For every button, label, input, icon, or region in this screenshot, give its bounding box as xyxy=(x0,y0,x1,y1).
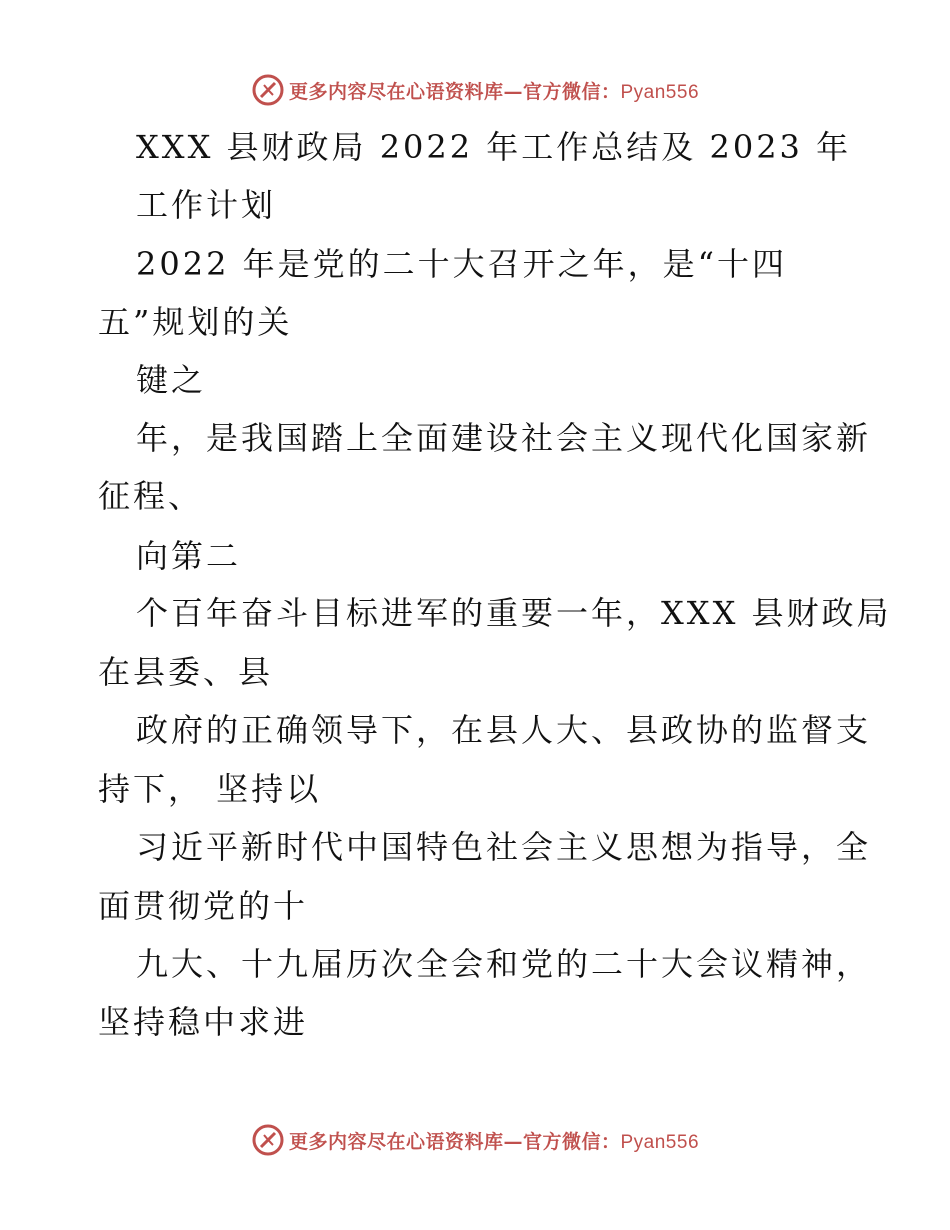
header-watermark xyxy=(0,70,950,110)
doc-text-line: 2022 年是党的二十大召开之年，是“十四 xyxy=(136,245,787,283)
logo-icon xyxy=(251,1123,285,1157)
doc-title-line-2: 工作计划 xyxy=(136,186,277,224)
doc-text-line: 坚持稳中求进 xyxy=(98,1003,309,1041)
doc-text-line: 键之 xyxy=(136,361,207,399)
doc-text-line: 征程、 xyxy=(98,477,204,515)
watermark-text: 更多内容尽在心语资料库—官方微信： xyxy=(288,1130,621,1153)
watermark-wechat-id: Pyan556 xyxy=(620,1131,700,1153)
footer-watermark xyxy=(0,1120,950,1160)
watermark-wechat-id: Pyan556 xyxy=(620,81,700,103)
doc-text-line: 九大、十九届历次全会和党的二十大会议精神， xyxy=(136,945,872,983)
doc-text-line: 习近平新时代中国特色社会主义思想为指导，全 xyxy=(136,828,872,866)
doc-text-line: 个百年奋斗目标进军的重要一年，XXX 县财政局 xyxy=(136,594,892,632)
doc-text-line: 年，是我国踏上全面建设社会主义现代化国家新 xyxy=(136,419,872,457)
doc-text-line: 持下， 坚持以 xyxy=(98,770,322,808)
logo-icon xyxy=(251,73,285,107)
doc-text-line: 政府的正确领导下，在县人大、县政协的监督支 xyxy=(136,711,872,749)
doc-text-line: 五”规划的关 xyxy=(98,303,293,341)
doc-text-line: 在县委、县 xyxy=(98,653,274,691)
doc-text-line: 向第二 xyxy=(136,537,242,575)
watermark-text: 更多内容尽在心语资料库—官方微信： xyxy=(288,80,621,103)
doc-text-line: 面贯彻党的十 xyxy=(98,887,309,925)
doc-title-line-1: XXX 县财政局 2022 年工作总结及 2023 年 xyxy=(136,128,852,166)
